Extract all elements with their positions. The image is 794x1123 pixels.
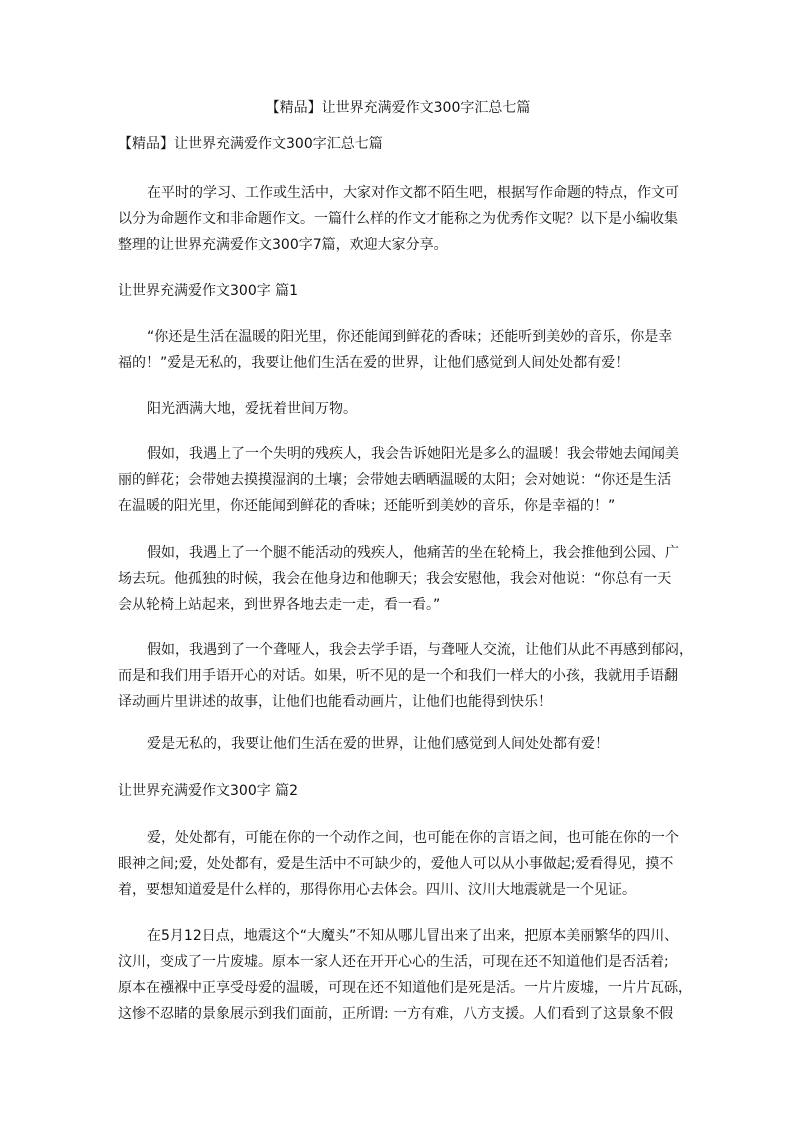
document-subtitle: 【精品】让世界充满爱作文300字汇总七篇 (118, 136, 383, 152)
section-heading-2: 让世界充满爱作文300字 篇2 (118, 783, 299, 799)
paragraph-line: “你还是生活在温暖的阳光里，你还能闻到鲜花的香味；还能听到美妙的音乐，你是幸 (147, 329, 673, 345)
paragraph-line: 而是和我们用手语开心的对话。如果，听不见的是一个和我们一样大的小孩，我就用手语翻 (118, 668, 678, 684)
paragraph-line: 眼神之间;爱，处处都有，爱是生活中不可缺少的，爱他人可以从小事做起;爱看得见，摸不 (118, 856, 674, 872)
paragraph-line: 译动画片里讲述的故事，让他们也能看动画片，让他们也能得到快乐！ (118, 694, 552, 710)
section1-paragraph-6 (118, 731, 678, 757)
paragraph-line: 假如，我遇上了一个失明的残疾人，我会告诉她阳光是多么的温暖！我会带她去闻闻美 (147, 446, 679, 462)
paragraph-line: 汶川，变成了一片废墟。原本一家人还在开开心心的生活，可现在还不知道他们是否活着; (118, 954, 669, 970)
paragraph-line: 假如，我遇上了一个腿不能活动的残疾人，他痛苦的坐在轮椅上，我会推他到公园、广 (147, 545, 679, 561)
paragraph-line: 假如，我遇到了一个聋哑人，我会去学手语，与聋哑人交流，让他们从此不再感到郁闷， (147, 642, 693, 658)
section1-paragraph-2 (118, 396, 678, 422)
paragraph-line: 整理的让世界充满爱作文300字7篇，欢迎大家分享。 (118, 237, 448, 253)
paragraph-line: 丽的鲜花；会带她去摸摸湿润的土壤；会带她去晒晒温暖的太阳；会对她说：“你还是生活 (118, 472, 672, 488)
paragraph-line: 会从轮椅上站起来，到世界各地去走一走，看一看。” (118, 597, 441, 613)
paragraph-line: 阳光洒满大地，爱抚着世间万物。 (147, 401, 357, 417)
paragraph-line: 着，要想知道爱是什么样的，那得你用心去体会。四川、汶川大地震就是一个见证。 (118, 882, 636, 898)
section1-paragraph-4 (118, 540, 678, 618)
paragraph-line: 场去玩。他孤独的时候，我会在他身边和他聊天；我会安慰他，我会对他说：“你总有一天 (118, 571, 672, 587)
section1-paragraph-5 (118, 637, 693, 715)
paragraph-line: 福的！”爱是无私的，我要让他们生活在爱的世界，让他们感觉到人间处处都有爱！ (118, 355, 630, 371)
intro-paragraph (118, 180, 678, 258)
paragraph-line: 爱是无私的，我要让他们生活在爱的世界，让他们感觉到人间处处都有爱！ (147, 736, 609, 752)
section2-paragraph-1 (118, 825, 678, 903)
paragraph-line: 在温暖的阳光里，你还能闻到鲜花的香味；还能听到美妙的音乐，你是幸福的！” (118, 498, 616, 514)
paragraph-line: 在平时的学习、工作或生活中，大家对作文都不陌生吧，根据写作命题的特点，作文可 (147, 185, 679, 201)
paragraph-line: 这惨不忍睹的景象展示到我们面前，正所谓: 一方有难，八方支援。人们看到了这景象不假 (118, 1006, 674, 1022)
section2-paragraph-2 (118, 923, 692, 1027)
document-title: 【精品】让世界充满爱作文300字汇总七篇 (265, 100, 531, 116)
paragraph-line: 在5月12日点，地震这个“大魔头”不知从哪儿冒出来了出来，把原本美丽繁华的四川、 (147, 928, 679, 944)
paragraph-line: 原本在襁褓中正享受母爱的温暖，可现在还不知道他们是死是活。一片片废墟，一片片瓦砾， (118, 980, 692, 996)
paragraph-line: 爱，处处都有，可能在你的一个动作之间，也可能在你的言语之间，也可能在你的一个 (147, 830, 679, 846)
section1-paragraph-3 (118, 441, 678, 519)
paragraph-line: 以分为命题作文和非命题作文。一篇什么样的作文才能称之为优秀作文呢？以下是小编收集 (118, 211, 678, 227)
section1-paragraph-1 (118, 324, 678, 376)
section-heading-1: 让世界充满爱作文300字 篇1 (118, 283, 299, 299)
